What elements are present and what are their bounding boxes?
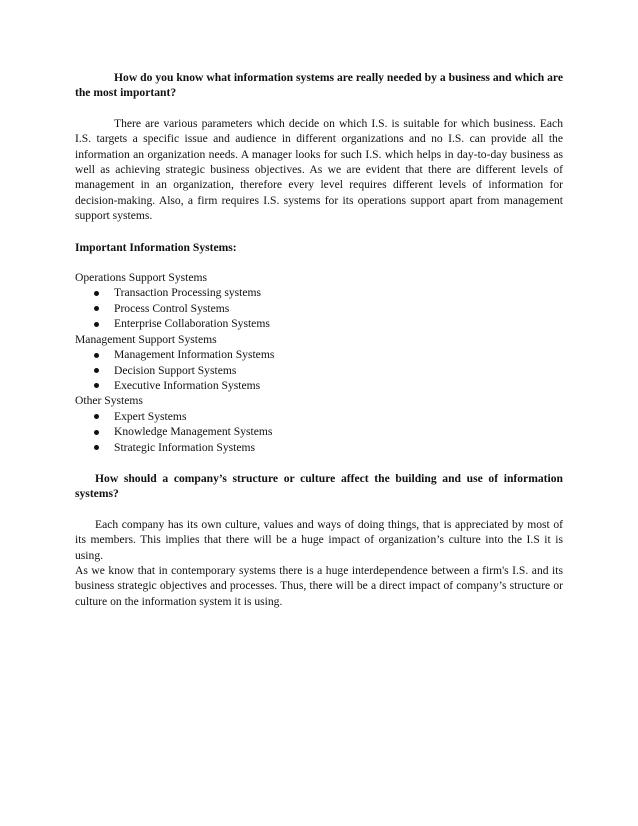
answer-paragraph-1: There are various parameters which decide on which I.S. is suitable for which business. Each I.S. targets a specific issue and audience in different organizations and no I.S. can provide all the information an organization needs. A manager looks for such I.S. which helps in day-to-day business as well as achieving strategic business objectives. As we are evident that there are different levels of management in an organization, therefore every level requires different levels of information for decision-making. Also, a firm requires I.S. systems for its operations support apart from management support systems. (75, 116, 563, 223)
group-label: Other Systems (75, 394, 143, 408)
list-item (75, 316, 563, 331)
bullet-icon (94, 353, 99, 358)
bullet-icon (94, 322, 99, 327)
list-item (75, 424, 563, 439)
list-item (75, 347, 563, 362)
systems-group (75, 393, 563, 455)
list-item-text: Process Control Systems (114, 301, 230, 315)
bullet-list (75, 347, 563, 393)
list-item (75, 378, 563, 393)
bullet-list (75, 285, 563, 331)
systems-group (75, 270, 563, 332)
list-item (75, 409, 563, 424)
bullet-icon (94, 430, 99, 435)
question-heading-1: How do you know what information systems are really needed by a business and which are the most important? (75, 71, 563, 100)
answer-paragraph-2: Each company has its own culture, values and ways of doing things, that is appreciated by most of its members. This implies that there will be a huge impact of organization’s culture into the I.S it is using. (75, 517, 563, 562)
list-item (75, 440, 563, 455)
group-label: Operations Support Systems (75, 271, 208, 285)
bullet-icon (94, 414, 99, 419)
systems-list (75, 270, 563, 455)
bullet-list (75, 409, 563, 455)
list-item-text: Management Information Systems (114, 348, 275, 362)
important-systems-heading: Important Information Systems: (75, 240, 237, 254)
list-item-text: Expert Systems (114, 409, 187, 423)
question-heading-2: How should a company’s structure or culture affect the building and use of information systems? (75, 471, 563, 501)
list-item (75, 363, 563, 378)
list-item-text: Transaction Processing systems (114, 286, 262, 300)
list-item (75, 285, 563, 300)
bullet-icon (94, 368, 99, 373)
list-item-text: Enterprise Collaboration Systems (114, 317, 270, 331)
list-item (75, 301, 563, 316)
list-item-text: Knowledge Management Systems (114, 425, 273, 439)
list-item-text: Strategic Information Systems (114, 440, 256, 454)
bullet-icon (94, 306, 99, 311)
answer-paragraph-3: As we know that in contemporary systems there is a huge interdependence between a firm's I.S. and its business strategic objectives and processes. Thus, there will be a direct impact of company’s structure or culture on the information system it is using. (75, 563, 563, 608)
group-label: Management Support Systems (75, 332, 217, 346)
bullet-icon (94, 445, 99, 450)
bullet-icon (94, 383, 99, 388)
document-body (75, 70, 563, 609)
list-item-text: Decision Support Systems (114, 363, 237, 377)
bullet-icon (94, 291, 99, 296)
list-item-text: Executive Information Systems (114, 378, 261, 392)
systems-group (75, 332, 563, 394)
